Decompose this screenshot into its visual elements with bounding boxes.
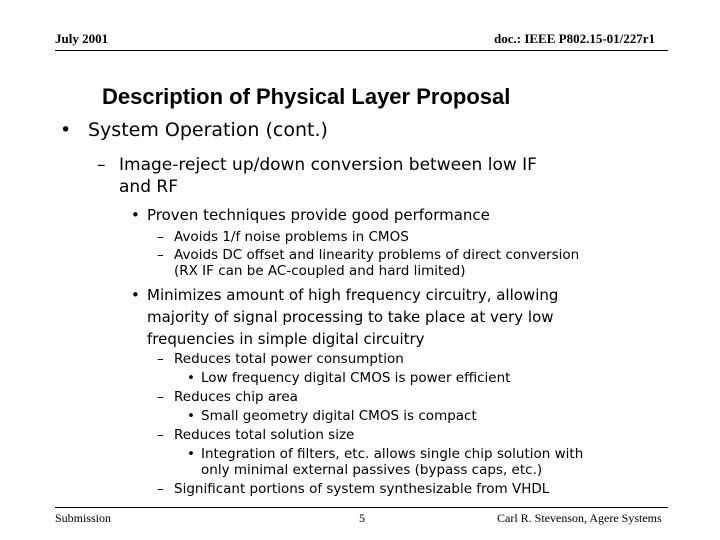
bullet-reduces-solution-size: Reduces total solution size: [174, 427, 355, 443]
bullet-proven-techniques: Proven techniques provide good performance: [147, 206, 490, 224]
header-rule: [55, 50, 668, 51]
bullet-low-freq-cmos: Low frequency digital CMOS is power efficient: [201, 370, 511, 386]
bullet-avoids-1f-noise: Avoids 1/f noise problems in CMOS: [174, 229, 409, 245]
bullet-reduces-power: Reduces total power consumption: [174, 351, 404, 367]
bullet-dot: •: [131, 206, 140, 224]
bullet-system-operation: System Operation (cont.): [88, 119, 328, 141]
bullet-dot: •: [187, 446, 195, 462]
bullet-dash: –: [157, 389, 164, 405]
header-date: July 2001: [55, 31, 109, 46]
bullet-avoids-dc-offset-line1: Avoids DC offset and linearity problems of direct conversion: [174, 247, 580, 263]
footer-rule: [55, 507, 668, 508]
bullet-dot: •: [131, 286, 140, 304]
bullet-small-geometry: Small geometry digital CMOS is compact: [201, 408, 477, 424]
slide-title: Description of Physical Layer Proposal: [102, 84, 511, 109]
bullet-synthesizable: Significant portions of system synthesizable from VHDL: [174, 481, 550, 497]
bullet-avoids-dc-offset-line2: (RX IF can be AC-coupled and hard limited): [174, 263, 466, 279]
bullet-dash: –: [157, 229, 164, 245]
bullet-dot: •: [187, 370, 195, 386]
footer-author: Carl R. Stevenson, Agere Systems: [497, 511, 662, 525]
footer-page-number: 5: [359, 511, 365, 525]
bullet-image-reject-line1: Image-reject up/down conversion between low IF: [119, 155, 537, 175]
footer-submission: Submission: [55, 511, 112, 525]
bullet-integration-line2: only minimal external passives (bypass caps, etc.): [201, 462, 543, 478]
bullet-minimizes-line2: majority of signal processing to take place at very low: [147, 308, 554, 326]
bullet-dash: –: [157, 351, 164, 367]
bullet-dot: •: [187, 408, 195, 424]
bullet-integration-line1: Integration of filters, etc. allows single chip solution with: [201, 446, 584, 462]
bullet-dash: –: [157, 481, 164, 497]
bullet-reduces-chip-area: Reduces chip area: [174, 389, 298, 405]
bullet-minimizes-line3: frequencies in simple digital circuitry: [147, 330, 425, 348]
bullet-dash: –: [97, 155, 106, 175]
bullet-dash: –: [157, 247, 164, 263]
bullet-image-reject-line2: and RF: [119, 177, 178, 197]
bullet-minimizes-line1: Minimizes amount of high frequency circuitry, allowing: [147, 286, 559, 304]
header-doc-id: doc.: IEEE P802.15-01/227r1: [494, 31, 656, 46]
bullet-dot: •: [60, 119, 72, 141]
bullet-dash: –: [157, 427, 164, 443]
